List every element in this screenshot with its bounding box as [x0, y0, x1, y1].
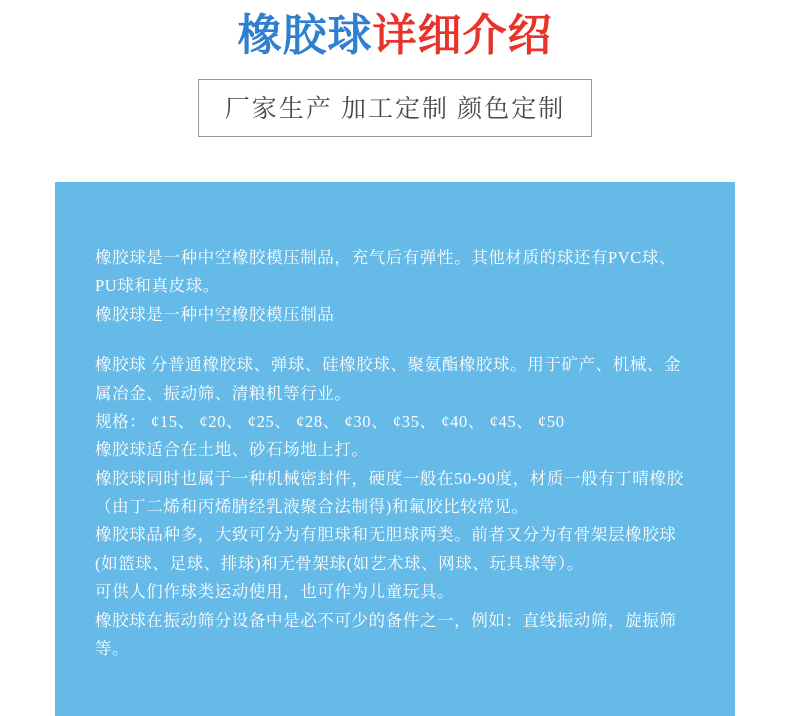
- paragraph-9: 橡胶球在振动筛分设备中是必不可少的备件之一，例如：直线振动筛，旋振筛等。: [95, 610, 677, 658]
- description-text-block: [55, 182, 735, 663]
- page-header: [0, 0, 790, 137]
- description-panel: [55, 182, 735, 716]
- paragraph-spacer: [95, 329, 695, 351]
- badge-row: [0, 79, 790, 137]
- paragraph-4: 规格： ¢15、 ¢20、 ¢25、 ¢28、 ¢30、 ¢35、 ¢40、 ¢45、 ¢50: [95, 411, 565, 431]
- paragraph-2: 橡胶球是一种中空橡胶模压制品: [95, 304, 335, 324]
- page-title-product: 橡胶球: [237, 11, 373, 60]
- paragraph-7: 橡胶球品种多，大致可分为有胆球和无胆球两类。前者又分为有骨架层橡胶球(如篮球、足球、排球)和无骨架球(如艺术球、网球、玩具球等）。: [95, 525, 677, 573]
- paragraph-5: 橡胶球适合在土地、砂石场地上打。: [95, 440, 369, 460]
- page-title: [0, 8, 790, 63]
- service-badge: 厂家生产 加工定制 颜色定制: [198, 79, 593, 137]
- page-title-suffix: 详细介绍: [372, 11, 553, 60]
- paragraph-3: 橡胶球 分普通橡胶球、弹球、硅橡胶球、聚氨酯橡胶球。用于矿产、机械、金属冶金、振动筛、清粮机等行业。: [95, 355, 682, 403]
- paragraph-6: 橡胶球同时也属于一种机械密封件，硬度一般在50-90度，材质一般有丁晴橡胶（由丁二烯和丙烯腈经乳液聚合法制得)和氟胶比较常见。: [95, 468, 684, 516]
- paragraph-8: 可供人们作球类运动使用，也可作为儿童玩具。: [95, 582, 455, 602]
- paragraph-1: 橡胶球是一种中空橡胶模压制品，充气后有弹性。其他材质的球还有PVC球、PU球和真皮球。: [95, 248, 677, 296]
